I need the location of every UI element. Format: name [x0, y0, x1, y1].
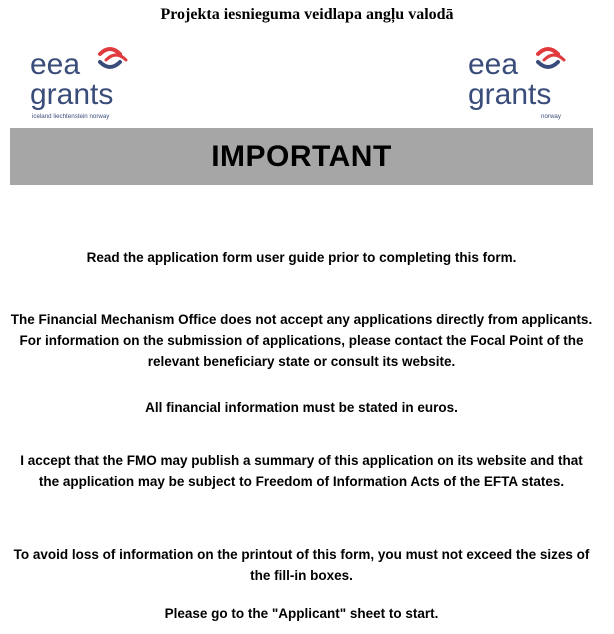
eea-grants-logo-icon — [28, 40, 138, 122]
eea-grants-logo-left — [28, 40, 138, 122]
instruction-euros: All financial information must be stated in euros. — [145, 400, 458, 415]
instruction-start: Please go to the "Applicant" sheet to start. — [164, 606, 439, 621]
eea-grants-logo-icon — [466, 40, 576, 122]
page-title: Projekta iesnieguma veidlapa angļu valodā — [160, 6, 454, 23]
logo-arc-red-2 — [106, 55, 126, 60]
logo-tagline: iceland liechtenstein norway — [32, 113, 110, 120]
logo-line2: grants — [30, 78, 114, 111]
logo-arc-blue — [538, 62, 558, 67]
logo-tagline: norway — [541, 113, 561, 120]
logo-line1: eea — [30, 48, 81, 81]
instruction-user-guide: Read the application form user guide prior to completing this form. — [86, 250, 517, 265]
logo-arc-red-2 — [544, 55, 564, 60]
logo-line2: grants — [468, 78, 552, 111]
instruction-publication-consent: I accept that the FMO may publish a summary of this application on its website and that the application may be subject to Freedom of Information Acts of the EFTA states. — [20, 453, 583, 489]
logo-line1: eea — [468, 48, 519, 81]
banner-text: IMPORTANT — [211, 139, 392, 173]
eea-grants-logo-right — [466, 40, 576, 122]
logo-arc-red — [100, 49, 120, 54]
logo-arc-blue — [100, 62, 120, 67]
instruction-fmo-applications: The Financial Mechanism Office does not accept any applications directly from applicants. For information on the submission of applications, please contact the Focal Point of the relevant beneficiary state or consult its website. — [10, 312, 593, 369]
logo-arc-red — [538, 49, 558, 54]
instruction-fill-in-boxes: To avoid loss of information on the printout of this form, you must not exceed the sizes of the fill-in boxes. — [13, 547, 590, 583]
important-banner — [10, 128, 593, 185]
